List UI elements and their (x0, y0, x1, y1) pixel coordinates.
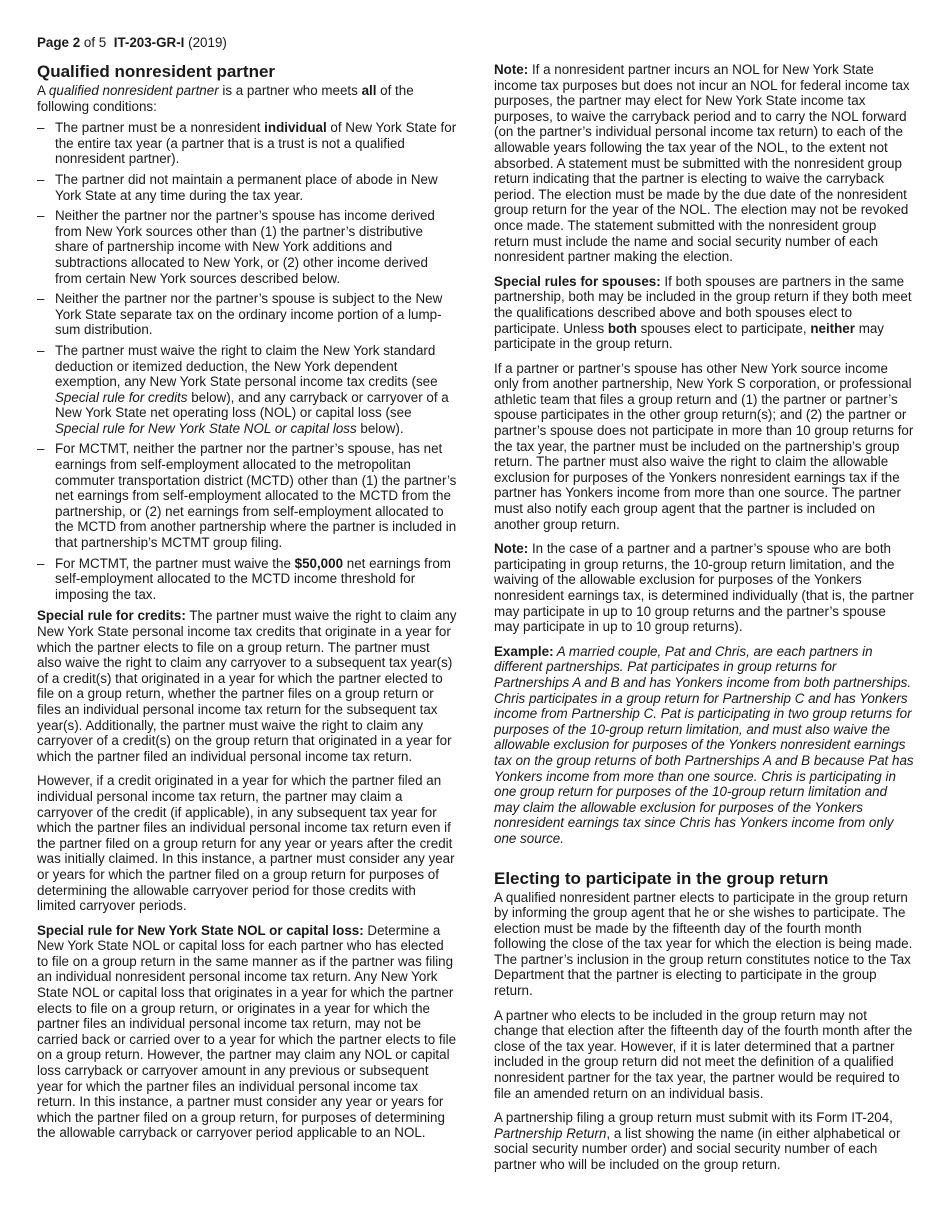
heading-electing-to-participate: Electing to participate in the group return (494, 868, 829, 888)
form-year: (2019) (188, 35, 227, 50)
list-item: – The partner did not maintain a permanent place of abode in New York State at any time during the tax year. (37, 171, 438, 203)
page-of: of 5 (83, 35, 107, 50)
special-rule-credits: Special rule for credits: The partner must waive the right to claim any New York State personal income tax credits that originate in a year for which the partner elects to file on a group return. The partner must also waive the right to claim any carryover to a subsequent tax year(s) of a credit(s) that originated in a year for which the partner elected to file on a group return, whether the partner files on a group return or files an individual personal income tax return for the subsequent tax year(s). Additionally, the partner must waive the right to claim any carryover of a credit(s) on the group return that originated in a year for which the partner filed an individual personal income tax return. (37, 608, 457, 764)
right-column (494, 62, 914, 1182)
special-rules-spouses: Special rules for spouses: If both spouses are partners in the same partnership, both may be included in the group return if they both meet the qualifications described above and both spouses elect to participate. Unless both spouses elect to participate, neither may participate in the group return. (494, 273, 912, 352)
page-label: Page 2 (37, 35, 81, 50)
elect-paragraph-3: A partnership filing a group return must submit with its Form IT-204, Partnership Return, a list showing the name (in either alphabetical or social security number order) and social security number of each partner who will be included on the group return. (494, 1110, 901, 1172)
list-item: – Neither the partner nor the partner’s spouse has income derived from New York sources other than (1) the partner’s distributive share of partnership income with New York additions and subtractions allocated to New York, or (2) other income derived from certain New York sources described below. (37, 208, 435, 286)
note-spouses-limitation: Note: In the case of a partner and a partner’s spouse who are both participating in group returns, the 10-group return limitation, and the waiving of the allowable exclusion for purposes of the Yonkers nonresident earnings tax, is determined individually (that is, the partner may participate in up to 10 group returns and the partner’s spouse may participate in up to 10 group returns). (494, 541, 914, 635)
list-item: – For MCTMT, neither the partner nor the partner’s spouse, has net earnings from self-employment allocated to the metropolitan commuter transportation district (MCTD) other than (1) the partner’s net earnings from self-employment allocated to the MCTD from the partnership, or (2) net earnings from self-employment allocated to the MCTD from another partnership where the partner is included in that partnership’s MCTMT group filing. (37, 441, 457, 551)
example-paragraph: Example: A married couple, Pat and Chris, are each partners in different partnerships. Pat participates in group returns for Partnerships A and B and has Yonkers income from both partnerships. Chris participates in a group return for Partnership C and has Yonkers income from Partnership C. Pat is participating in two group returns for purposes of the 10-group return limitation, and must also waive the allowable exclusion for purposes of the Yonkers nonresident earnings tax on the group returns of both Partnerships A and B because Pat has Yonkers income from more than one source. Chris is participating in one group return for purposes of the 10-group return limitation and may claim the allowable exclusion for purposes of the Yonkers nonresident earnings tax since Chris has Yonkers income from only one source. (494, 643, 914, 846)
note-nol-election: Note: If a nonresident partner incurs an NOL for New York State income tax purposes but does not incur an NOL for federal income tax purposes, the partner may elect for New York State income tax purposes, to waive the carryback period and to carry the NOL forward (on the partner’s individual personal income tax return) to each of the allowable years following the tax year of the NOL, to the extent not absorbed. A statement must be submitted with the nonresident group return indicating that the partner is electing to waive the carryback period. The election must be made by the due date of the nonresident group return for the year of the NOL. The election may not be revoked once made. The statement submitted with the nonresident group return must include the name and social security number of each nonresident partner making the election. (494, 62, 910, 265)
elect-paragraph-2: A partner who elects to be included in the group return may not change that election after the fifteenth day of the fourth month after the close of the tax year. However, if it is later determined that a partner included in the group return did not meet the definition of a qualified nonresident partner for the tax year, the partner would be required to file an amended return on an individual basis. (494, 1007, 913, 1101)
list-item: – Neither the partner nor the partner’s spouse is subject to the New York State separate tax on the ordinary income portion of a lump-sum distribution. (37, 291, 443, 338)
page-header (37, 35, 227, 51)
list-item: – The partner must be a nonresident individual of New York State for the entire tax year (a partner that is a trust is not a qualified nonresident partner). (37, 120, 457, 167)
special-rule-nol: Special rule for New York State NOL or capital loss: Determine a New York State NOL or capital loss for each partner who has elected to file on a group return in the same manner as if the partner was filing an individual nonresident personal income tax return. Any New York State NOL or capital loss that originates in a year for which the partner elects to file on a group return, or originates in a year for which the partner files an individual personal income tax return, may not be carried back or carried over to a year for which the partner elects to file on a group return. However, the partner may claim any NOL or capital loss carryback or carryover amount in any previous or subsequent year for which the partner files an individual personal income tax return. In this instance, a partner must consider any year or years for which the partner filed on a group return, for purposes of determining the allowable carryback or carryover period applicable to an NOL. (37, 922, 457, 1141)
however-paragraph: However, if a credit originated in a year for which the partner filed an individual personal income tax return, the partner may claim a carryover of the credit (if applicable), in any subsequent tax year for which the partner files an individual personal income tax return even if the partner filed on a group return for any year or years after the credit was initially claimed. In this instance, a partner must consider any year or years for which the partner filed on a group return for purposes of determining the allowable carryover period for those credits with limited carryover periods. (37, 773, 455, 914)
form-id: IT-203-GR-I (113, 35, 185, 50)
conditions-list (37, 120, 457, 602)
intro-paragraph: A qualified nonresident partner is a partner who meets all of the following conditions: (37, 83, 414, 114)
elect-paragraph-1: A qualified nonresident partner elects to participate in the group return by informing the group agent that he or she wishes to participate. The election must be made by the fifteenth day of the fourth month following the close of the tax year for which the election is being made. The partner’s inclusion in the group return constitutes notice to the Tax Department that the partner is electing to participate in the group return. (494, 889, 913, 999)
other-source-paragraph: If a partner or partner’s spouse has other New York source income only from another partnership, New York S corporation, or professional athletic team that files a group return and (1) the partner or partner’s spouse participates in the other group return(s); and (2) the partner or partner’s spouse does not participate in more than 10 group returns for the tax year, the partner must be included on the partnership’s group return. The partner must also waive the right to claim the allowable exclusion for purposes of the Yonkers nonresident earnings tax if the partner has Yonkers income from more than one source. The partner must also notify each group agent that the partner is included on another group return. (494, 360, 914, 532)
heading-qualified-nonresident-partner: Qualified nonresident partner (37, 62, 276, 81)
list-item: – For MCTMT, the partner must waive the $50,000 net earnings from self-employment allocated to the MCTD income threshold for imposing the tax. (37, 555, 451, 602)
left-column (37, 62, 457, 1150)
list-item: – The partner must waive the right to claim the New York standard deduction or itemized deduction, the New York dependent exemption, any New York State personal income tax credits (see Special rule for credits below), and any carryback or carryover of a New York State net operating loss (NOL) or capital loss (see Special rule for New York State NOL or capital loss below). (37, 342, 449, 436)
